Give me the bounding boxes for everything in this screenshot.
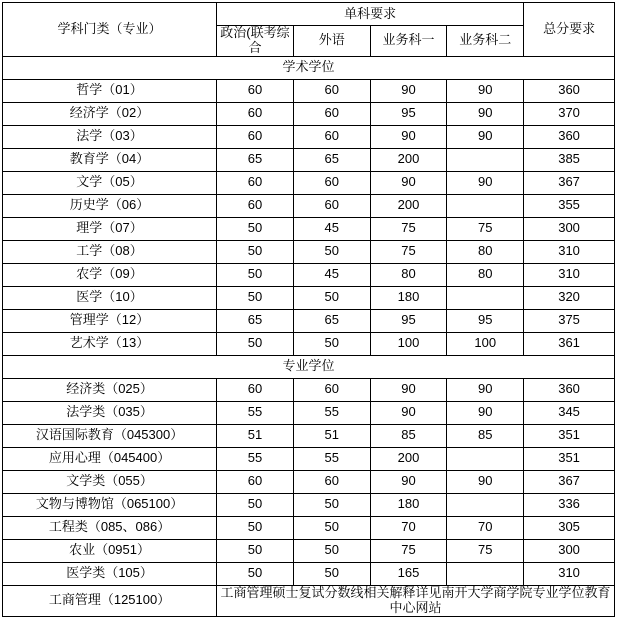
section-label: 学术学位 — [3, 56, 615, 79]
score-politics: 50 — [217, 286, 294, 309]
score-total: 351 — [524, 424, 615, 447]
major-name: 文学类（055） — [3, 470, 217, 493]
table-row — [3, 401, 615, 424]
score-total: 360 — [524, 79, 615, 102]
score-subject-one: 180 — [370, 493, 447, 516]
score-politics: 60 — [217, 79, 294, 102]
score-total: 367 — [524, 171, 615, 194]
major-name: 历史学（06） — [3, 194, 217, 217]
score-politics: 51 — [217, 424, 294, 447]
score-subject-one: 70 — [370, 516, 447, 539]
score-total: 320 — [524, 286, 615, 309]
score-total: 367 — [524, 470, 615, 493]
table-row — [3, 378, 615, 401]
score-subject-two — [447, 447, 524, 470]
major-name: 理学（07） — [3, 217, 217, 240]
note-text: 工商管理硕士复试分数线相关解释详见南开大学商学院专业学位教育中心网站 — [217, 585, 615, 616]
score-subject-two: 90 — [447, 378, 524, 401]
score-politics: 65 — [217, 309, 294, 332]
major-name: 农业（0951） — [3, 539, 217, 562]
score-politics: 60 — [217, 194, 294, 217]
score-subject-two: 90 — [447, 171, 524, 194]
score-subject-one: 90 — [370, 79, 447, 102]
score-foreign-language: 51 — [293, 424, 370, 447]
score-foreign-language: 50 — [293, 240, 370, 263]
score-total: 310 — [524, 240, 615, 263]
score-subject-two — [447, 194, 524, 217]
score-subject-one: 90 — [370, 378, 447, 401]
score-subject-two — [447, 493, 524, 516]
score-total: 355 — [524, 194, 615, 217]
score-foreign-language: 50 — [293, 539, 370, 562]
score-politics: 50 — [217, 217, 294, 240]
header-politics: 政治(联考综合 — [217, 26, 294, 57]
major-name: 法学（03） — [3, 125, 217, 148]
score-foreign-language: 50 — [293, 286, 370, 309]
score-subject-one: 80 — [370, 263, 447, 286]
score-subject-two — [447, 148, 524, 171]
score-subject-one: 75 — [370, 217, 447, 240]
score-subject-one: 100 — [370, 332, 447, 355]
score-politics: 60 — [217, 378, 294, 401]
score-foreign-language: 60 — [293, 125, 370, 148]
table-row — [3, 263, 615, 286]
score-total: 300 — [524, 539, 615, 562]
table-header-row-1 — [3, 3, 615, 26]
score-subject-two: 75 — [447, 539, 524, 562]
major-name: 工学（08） — [3, 240, 217, 263]
table-row — [3, 493, 615, 516]
header-total: 总分要求 — [524, 3, 615, 57]
score-politics: 50 — [217, 240, 294, 263]
score-subject-one: 95 — [370, 102, 447, 125]
table-row — [3, 194, 615, 217]
table-row — [3, 79, 615, 102]
score-subject-one: 200 — [370, 447, 447, 470]
major-name: 法学类（035） — [3, 401, 217, 424]
score-subject-one: 95 — [370, 309, 447, 332]
table-row — [3, 309, 615, 332]
major-name: 经济学（02） — [3, 102, 217, 125]
score-total: 310 — [524, 263, 615, 286]
score-foreign-language: 55 — [293, 447, 370, 470]
table-row — [3, 516, 615, 539]
score-subject-one: 90 — [370, 171, 447, 194]
section-label: 专业学位 — [3, 355, 615, 378]
table-row — [3, 125, 615, 148]
score-total: 360 — [524, 125, 615, 148]
table-row — [3, 286, 615, 309]
score-subject-one: 90 — [370, 125, 447, 148]
score-total: 375 — [524, 309, 615, 332]
section-header-row — [3, 355, 615, 378]
score-subject-one: 165 — [370, 562, 447, 585]
score-subject-two: 85 — [447, 424, 524, 447]
score-total: 310 — [524, 562, 615, 585]
header-subject-group: 单科要求 — [217, 3, 524, 26]
score-subject-two: 70 — [447, 516, 524, 539]
score-subject-two: 80 — [447, 240, 524, 263]
score-foreign-language: 50 — [293, 332, 370, 355]
score-politics: 60 — [217, 171, 294, 194]
score-foreign-language: 60 — [293, 102, 370, 125]
major-name: 工程类（085、086） — [3, 516, 217, 539]
score-politics: 60 — [217, 470, 294, 493]
table-row — [3, 240, 615, 263]
score-subject-one: 85 — [370, 424, 447, 447]
score-foreign-language: 45 — [293, 217, 370, 240]
score-total: 305 — [524, 516, 615, 539]
major-name: 汉语国际教育（045300） — [3, 424, 217, 447]
major-name: 文学（05） — [3, 171, 217, 194]
table-row — [3, 171, 615, 194]
table-row — [3, 447, 615, 470]
score-politics: 50 — [217, 493, 294, 516]
score-subject-two: 100 — [447, 332, 524, 355]
section-header-row — [3, 56, 615, 79]
score-subject-one: 180 — [370, 286, 447, 309]
score-subject-two: 95 — [447, 309, 524, 332]
score-subject-one: 75 — [370, 240, 447, 263]
score-total: 370 — [524, 102, 615, 125]
score-subject-two — [447, 562, 524, 585]
header-foreign-language: 外语 — [293, 26, 370, 57]
score-foreign-language: 60 — [293, 79, 370, 102]
major-name: 哲学（01） — [3, 79, 217, 102]
score-foreign-language: 65 — [293, 148, 370, 171]
header-subject-one: 业务科一 — [370, 26, 447, 57]
major-name: 医学类（105） — [3, 562, 217, 585]
score-total: 300 — [524, 217, 615, 240]
score-subject-two: 90 — [447, 401, 524, 424]
score-foreign-language: 60 — [293, 194, 370, 217]
score-politics: 50 — [217, 263, 294, 286]
score-foreign-language: 60 — [293, 378, 370, 401]
score-politics: 60 — [217, 102, 294, 125]
score-total: 336 — [524, 493, 615, 516]
score-subject-two: 75 — [447, 217, 524, 240]
table-row — [3, 217, 615, 240]
header-subject-two: 业务科二 — [447, 26, 524, 57]
major-name: 经济类（025） — [3, 378, 217, 401]
score-politics: 50 — [217, 332, 294, 355]
score-politics: 50 — [217, 539, 294, 562]
score-foreign-language: 60 — [293, 171, 370, 194]
score-subject-one: 90 — [370, 401, 447, 424]
score-subject-two — [447, 286, 524, 309]
score-subject-one: 200 — [370, 148, 447, 171]
table-row — [3, 562, 615, 585]
score-total: 361 — [524, 332, 615, 355]
table-row — [3, 332, 615, 355]
score-foreign-language: 50 — [293, 516, 370, 539]
score-subject-two: 90 — [447, 79, 524, 102]
major-name: 艺术学（13） — [3, 332, 217, 355]
score-politics: 50 — [217, 562, 294, 585]
score-subject-two: 90 — [447, 470, 524, 493]
major-name: 农学（09） — [3, 263, 217, 286]
score-total: 360 — [524, 378, 615, 401]
table-row — [3, 148, 615, 171]
score-foreign-language: 55 — [293, 401, 370, 424]
header-major: 学科门类（专业） — [3, 3, 217, 57]
major-name: 文物与博物馆（065100） — [3, 493, 217, 516]
major-name: 医学（10） — [3, 286, 217, 309]
score-politics: 55 — [217, 447, 294, 470]
score-politics: 65 — [217, 148, 294, 171]
score-foreign-language: 65 — [293, 309, 370, 332]
table-body — [3, 56, 615, 616]
score-subject-two: 90 — [447, 125, 524, 148]
score-total: 385 — [524, 148, 615, 171]
score-foreign-language: 50 — [293, 562, 370, 585]
score-subject-one: 90 — [370, 470, 447, 493]
table-row — [3, 102, 615, 125]
table-row — [3, 470, 615, 493]
major-name: 管理学（12） — [3, 309, 217, 332]
score-subject-one: 75 — [370, 539, 447, 562]
major-name: 应用心理（045400） — [3, 447, 217, 470]
score-subject-two: 80 — [447, 263, 524, 286]
score-total: 351 — [524, 447, 615, 470]
table-row — [3, 424, 615, 447]
score-politics: 55 — [217, 401, 294, 424]
score-total: 345 — [524, 401, 615, 424]
score-foreign-language: 45 — [293, 263, 370, 286]
score-line-table — [2, 2, 615, 617]
score-politics: 60 — [217, 125, 294, 148]
score-subject-two: 90 — [447, 102, 524, 125]
score-subject-one: 200 — [370, 194, 447, 217]
score-foreign-language: 50 — [293, 493, 370, 516]
major-name: 教育学（04） — [3, 148, 217, 171]
major-name: 工商管理（125100） — [3, 585, 217, 616]
table-row-note — [3, 585, 615, 616]
score-politics: 50 — [217, 516, 294, 539]
score-foreign-language: 60 — [293, 470, 370, 493]
